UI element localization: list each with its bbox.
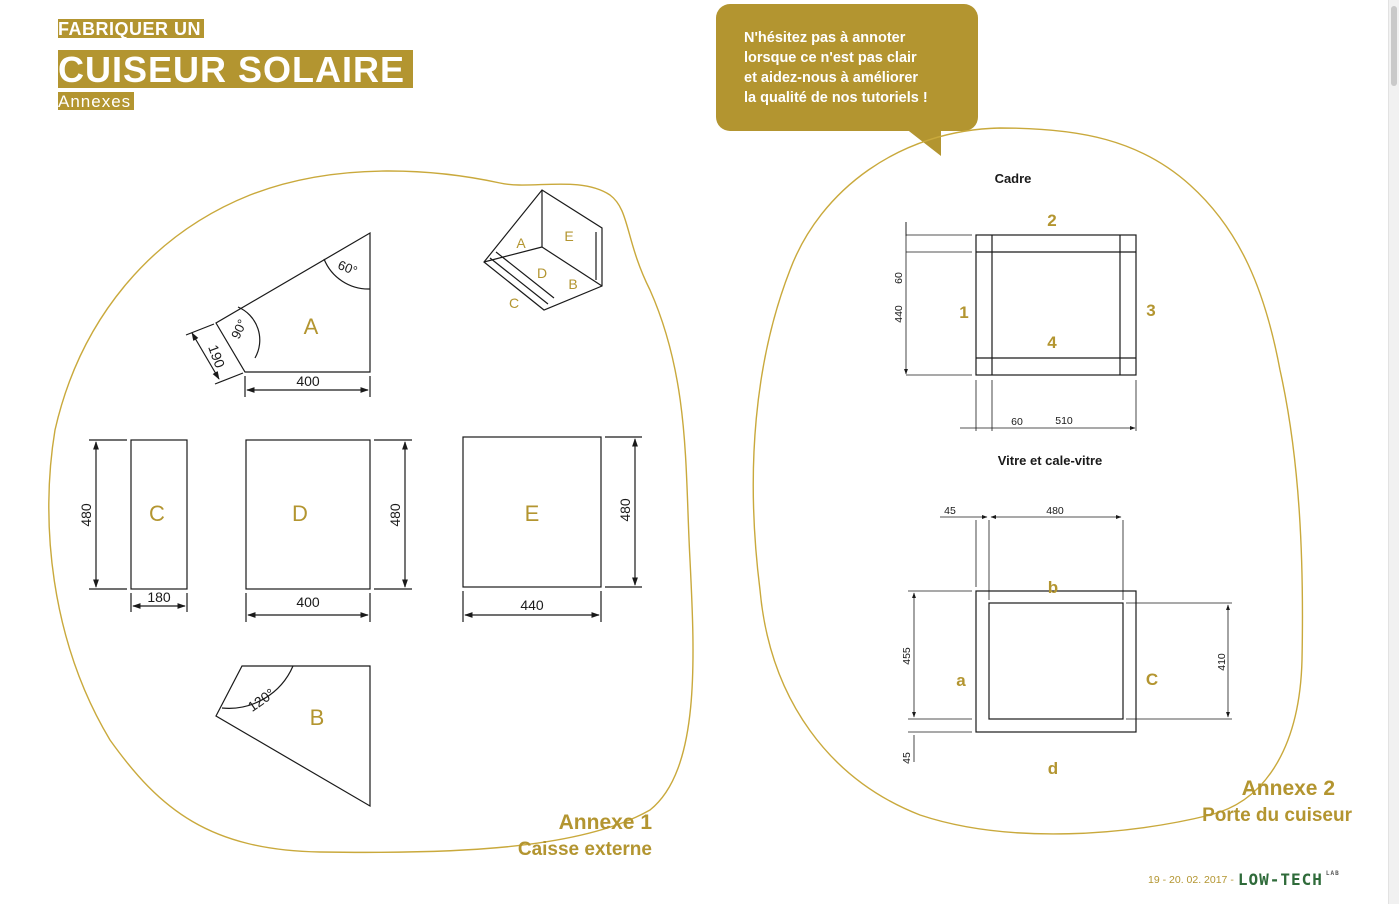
cadre-label-3: 3 xyxy=(1146,301,1156,320)
lowtech-logo-text: LOW-TECH xyxy=(1237,870,1323,889)
piece-e-label: E xyxy=(524,501,540,526)
iso-label-b: B xyxy=(568,276,578,292)
piece-a-angle-90: 90° xyxy=(227,317,250,342)
vitre-dim-410-label: 410 xyxy=(1216,653,1228,671)
piece-a-angle-60: 60° xyxy=(335,257,360,279)
page-subtitle: Annexes xyxy=(58,92,134,110)
bubble-line-1: N'hésitez pas à annoter xyxy=(744,30,906,46)
vitre-label-b: b xyxy=(1047,578,1059,597)
footer-date: 19 - 20. 02. 2017 - xyxy=(1148,873,1234,886)
cadre-drawing xyxy=(906,222,1136,431)
piece-b-angle-120: 120° xyxy=(244,685,278,715)
piece-e-dim-440-label: 440 xyxy=(520,597,544,613)
iso-label-e: E xyxy=(564,228,574,244)
piece-d-label: D xyxy=(292,501,308,526)
page-title: CUISEUR SOLAIRE xyxy=(58,50,413,88)
cadre-dim-440-label: 440 xyxy=(893,305,905,323)
annex2-title: Annexe 2 xyxy=(1241,777,1335,800)
piece-c-dim-480-label: 480 xyxy=(78,503,94,527)
piece-b-shape xyxy=(216,666,370,806)
bubble-line-4: la qualité de nos tutoriels ! xyxy=(744,90,928,106)
vitre-dim-45-bottom-label: 45 xyxy=(901,752,913,764)
piece-e-dim-480-label: 480 xyxy=(617,498,633,522)
cadre-title: Cadre xyxy=(994,171,1032,186)
iso-label-c: C xyxy=(508,295,520,311)
iso-label-a: A xyxy=(516,235,526,251)
vitre-dim-45-top-label: 45 xyxy=(944,505,956,517)
vitre-label-a: a xyxy=(956,671,966,690)
cadre-dim-60b-label: 60 xyxy=(1011,416,1023,428)
piece-d-dim-480-label: 480 xyxy=(387,503,403,527)
iso-box xyxy=(484,190,602,310)
piece-a-shape xyxy=(216,233,370,372)
piece-d-dim-400-label: 400 xyxy=(296,594,320,610)
annex1-subtitle: Caisse externe xyxy=(517,839,652,860)
lowtech-logo-suffix: LAB xyxy=(1325,870,1340,877)
bubble-line-2: lorsque ce n'est pas clair xyxy=(744,50,917,66)
piece-b-label: B xyxy=(309,705,325,730)
piece-d-shape xyxy=(246,440,370,589)
piece-a-dim-400-label: 400 xyxy=(296,373,320,389)
cadre-dim-510-label: 510 xyxy=(1055,415,1073,427)
annex2-subtitle: Porte du cuiseur xyxy=(1202,805,1352,826)
piece-a-dim-190-label: 190 xyxy=(205,342,229,371)
vitre-drawing xyxy=(908,517,1232,762)
piece-c-label: C xyxy=(149,501,165,526)
vitre-dim-480-label: 480 xyxy=(1046,505,1064,517)
piece-c-dim-180-label: 180 xyxy=(147,589,171,605)
annex2-contour xyxy=(753,128,1302,834)
cadre-dim-60-label: 60 xyxy=(893,272,905,284)
vitre-dim-455-label: 455 xyxy=(901,647,913,665)
vitre-label-c: C xyxy=(1145,670,1159,689)
vitre-label-d: d xyxy=(1047,759,1059,778)
cadre-label-4: 4 xyxy=(1047,333,1057,352)
footer xyxy=(1148,870,1340,889)
vitre-title: Vitre et cale-vitre xyxy=(997,453,1103,468)
bubble-line-3: et aidez-nous à améliorer xyxy=(744,70,919,86)
cadre-label-2: 2 xyxy=(1047,211,1057,230)
lowtech-logo xyxy=(1238,870,1340,889)
iso-label-d: D xyxy=(536,265,548,281)
piece-a-label: A xyxy=(303,314,319,339)
annex1-title: Annexe 1 xyxy=(558,811,652,834)
header-pretitle: FABRIQUER UN xyxy=(58,19,204,38)
cadre-label-1: 1 xyxy=(959,303,969,322)
